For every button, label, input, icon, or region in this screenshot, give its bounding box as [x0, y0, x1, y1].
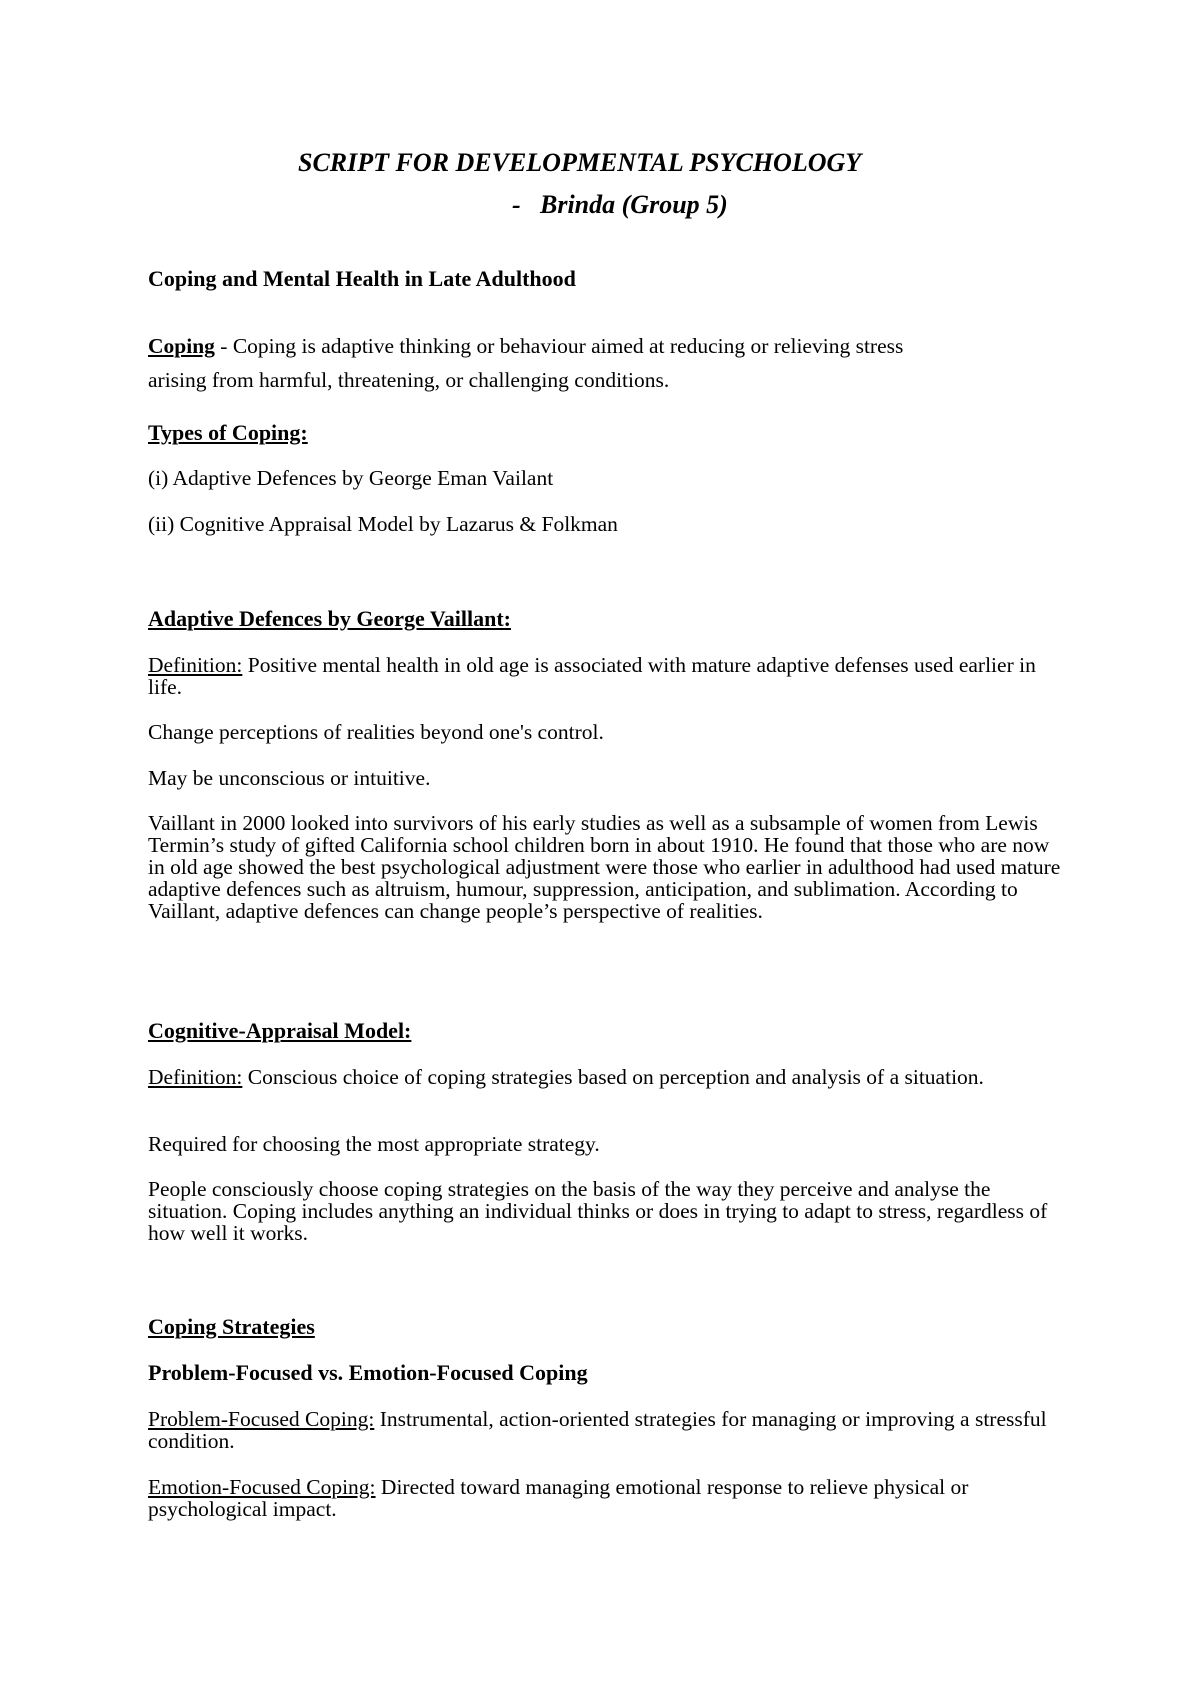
cognitive-point-1: Required for choosing the most appropriate strategy. — [148, 1132, 600, 1156]
adaptive-definition — [148, 654, 1068, 698]
adaptive-point-1: Change perceptions of realities beyond one's control. — [148, 720, 604, 744]
strategies-heading: Coping Strategies — [148, 1314, 315, 1339]
cognitive-definition-label: Definition: — [148, 1065, 243, 1089]
types-heading: Types of Coping: — [148, 420, 308, 445]
cognitive-paragraph: People consciously choose coping strategies on the basis of the way they perceive and analyse the situation. Coping includes anything an individual thinks or does in trying to adapt to stress, regardless of how well it works. — [148, 1177, 1048, 1245]
adaptive-definition-text: Positive mental health in old age is associated with mature adaptive defenses used earlier in life. — [148, 653, 1036, 699]
adaptive-point-2: May be unconscious or intuitive. — [148, 766, 431, 790]
adaptive-definition-label: Definition: — [148, 653, 243, 677]
adaptive-paragraph: Vaillant in 2000 looked into survivors of his early studies as well as a subsample of women from Lewis Termin’s study of gifted California school children born in about 1910. He found that those who are now in old age showed the best psychological adjustment were those who earlier in adulthood had used mature adaptive defences such as altruism, humour, suppression, anticipation, and sublimation. According to Vaillant, adaptive defences can change people’s perspective of realities. — [148, 811, 1061, 923]
emotion-focused-label: Emotion-Focused Coping: — [148, 1475, 376, 1499]
cognitive-definition — [148, 1066, 1068, 1088]
coping-definition-line1 — [148, 334, 903, 359]
strategies-subheading: Problem-Focused vs. Emotion-Focused Coping — [148, 1360, 588, 1385]
types-item-2: (ii) Cognitive Appraisal Model by Lazarus & Folkman — [148, 512, 618, 536]
problem-focused-definition — [148, 1408, 1068, 1452]
adaptive-heading: Adaptive Defences by George Vaillant: — [148, 606, 511, 631]
cognitive-heading: Cognitive-Appraisal Model: — [148, 1018, 412, 1043]
cognitive-definition-text: Conscious choice of coping strategies based on perception and analysis of a situation. — [242, 1065, 984, 1089]
problem-focused-text: Instrumental, action-oriented strategies for managing or improving a stressful condition. — [148, 1407, 1047, 1453]
emotion-focused-definition — [148, 1476, 1068, 1520]
coping-term: Coping — [148, 334, 215, 358]
author-dash: - — [512, 190, 521, 219]
emotion-focused-text: Directed toward managing emotional response to relieve physical or psychological impact. — [148, 1475, 969, 1521]
coping-definition-line2: arising from harmful, threatening, or challenging conditions. — [148, 368, 670, 392]
document-author: Brinda (Group 5) — [540, 190, 728, 219]
problem-focused-label: Problem-Focused Coping: — [148, 1407, 375, 1431]
document-title: SCRIPT FOR DEVELOPMENTAL PSYCHOLOGY — [298, 148, 862, 177]
coping-definition-text: - Coping is adaptive thinking or behaviour aimed at reducing or relieving stress — [214, 334, 904, 358]
section-heading: Coping and Mental Health in Late Adulthood — [148, 266, 576, 291]
types-item-1: (i) Adaptive Defences by George Eman Vailant — [148, 466, 554, 490]
